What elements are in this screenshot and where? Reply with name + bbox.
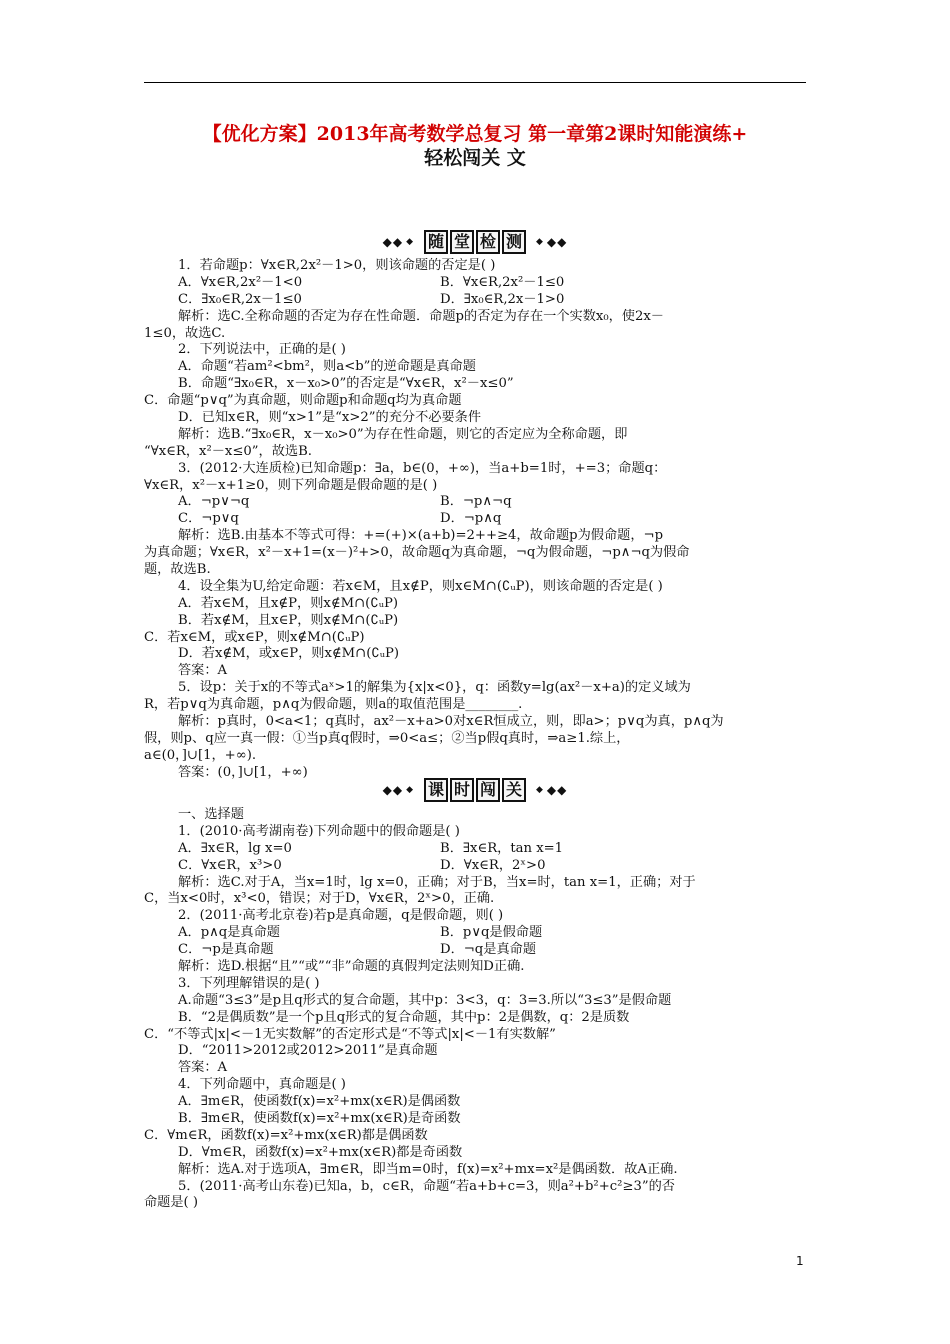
text-line: 4．设全集为U,给定命题：若x∈M，且x∉P，则x∈M∩(∁ᵤP)，则该命题的否定是( ) [178,578,663,594]
text-line: D．∀m∈R，函数f(x)=x²+mx(x∈R)都是奇函数 [178,1144,463,1160]
text-line: ∀x∈R，x²－x+1≥0，则下列命题是假命题的是( ) [144,477,438,493]
text-line: C．“不等式|x|<－1无实数解”的否定形式是“不等式|x|<－1有实数解” [144,1026,556,1042]
text-line: 1≤0，故选C. [144,325,226,341]
page-number: 1 [796,1254,804,1268]
option-row [144,494,808,511]
option-text: A．p∧q是真命题 [178,925,280,941]
text-line: 4．下列命题中，真命题是( ) [178,1077,346,1093]
text-line: 答案：A [178,1060,228,1076]
text-line: 一、选择题 [178,807,244,822]
text-line: 3．下列理解错误的是( ) [178,975,320,991]
text-line: 解析：选B.“∃x₀∈R，x－x₀>0”为存在性命题，则它的否定应为全称命题，即 [178,426,628,442]
banner-char: 测 [502,230,526,254]
text-line: D．“2011>2012或2012>2011”是真命题 [178,1043,438,1059]
text-line: 题，故选B. [144,562,211,578]
text-line: A．命题“若am²<bm²，则a<b”的逆命题是真命题 [178,359,476,375]
text-line: C，当x<0时，x³<0，错误；对于D，∀x∈R，2ˣ>0，正确. [144,891,495,907]
banner-char: 随 [424,230,448,254]
text-line: B．命题“∃x₀∈R，x－x₀>0”的否定是“∀x∈R，x²－x≤0” [178,376,514,392]
option-text: C．∀x∈R，x³>0 [178,857,282,873]
banner-char: 课 [424,778,448,802]
option-text: B．¬p∧¬q [440,494,512,510]
text-line: C．命题“p∨q”为真命题，则命题p和命题q均为真命题 [144,393,462,409]
text-line: C．若x∈M，或x∈P，则x∉M∩(∁ᵤP) [144,629,365,645]
text-line: D．已知x∈R，则“x>1”是“x>2”的充分不必要条件 [178,410,482,426]
option-text: D．∀x∈R，2ˣ>0 [440,857,546,873]
text-line: 1．若命题p：∀x∈R,2x²－1>0，则该命题的否定是( ) [178,258,496,273]
option-text: D．¬q是真命题 [440,942,537,958]
option-row [144,841,808,858]
option-text: B．p∨q是假命题 [440,925,543,941]
title-line-1: 【优化方案】2013年高考数学总复习 第一章第2课时知能演练+ [202,123,748,145]
text-line: 2．下列说法中，正确的是( ) [178,342,346,358]
banner-char: 关 [502,778,526,802]
option-row [144,275,808,292]
option-text: A．¬p∨¬q [178,494,250,510]
text-line: 5．设p：关于x的不等式aˣ>1的解集为{x|x<0}，q：函数y=lg(ax²－x+a)的定义域为 [178,680,691,696]
option-text: C．¬p∨q [178,511,239,527]
text-line: 解析：p真时，0<a<1；q真时，ax²－x+a>0对x∈R恒成立，则，即a>；p∨q为真，p∧q为 [178,714,724,730]
diamond-decoration-icon: ◆◆ [382,783,404,797]
option-text: C．¬p是真命题 [178,942,274,958]
option-row [144,858,808,875]
option-text: A．∃x∈R，lg x=0 [178,840,292,856]
section-banner-lesson: ◆◆ ◆ 课 时 闯 关 ◆ ◆◆ [144,776,806,804]
text-line: 解析：选B.由基本不等式可得：+=(+)×(a+b)=2++≥4，故命题p为假命题，¬p [178,528,664,544]
option-text: D．∃x₀∈R,2x－1>0 [440,291,565,307]
banner-char: 时 [450,778,474,802]
option-text: B．∃x∈R，tan x=1 [440,840,564,856]
text-line: 命题是( ) [144,1195,199,1211]
option-row [144,942,808,959]
option-row [144,925,808,942]
header-rule [144,82,806,83]
text-line: A.命题“3≤3”是p且q形式的复合命题，其中p：3<3，q：3=3.所以“3≤3”是假命题 [178,992,672,1008]
text-line: D．若x∉M，或x∈P，则x∉M∩(∁ᵤP) [178,646,400,662]
option-row [144,511,808,528]
diamond-decoration-icon: ◆◆ [382,235,404,249]
text-line: a∈(0，]∪[1，+∞). [144,747,257,763]
text-line: 5．(2011·高考山东卷)已知a，b，c∈R，命题“若a+b+c=3，则a²+b²+c²≥3”的否 [178,1178,675,1194]
text-line: B．∃m∈R，使函数f(x)=x²+mx(x∈R)是奇函数 [178,1111,461,1127]
text-line: 1．(2010·高考湖南卷)下列命题中的假命题是( ) [178,823,460,839]
text-line: B．若x∉M，且x∈P，则x∉M∩(∁ᵤP) [178,612,399,628]
text-line: A．∃m∈R，使函数f(x)=x²+mx(x∈R)是偶函数 [178,1094,461,1110]
text-line: C．∀m∈R，函数f(x)=x²+mx(x∈R)都是偶函数 [144,1127,428,1143]
diamond-decoration-icon: ◆◆ [546,783,568,797]
text-line: 答案：(0，]∪[1，+∞) [178,764,308,780]
text-line: 答案：A [178,663,228,679]
option-text: A．∀x∈R,2x²－1<0 [178,274,303,290]
text-line: R，若p∨q为真命题，p∧q为假命题，则a的取值范围是________. [144,697,523,713]
section-banner-practice: ◆◆ ◆ 随 堂 检 测 ◆ ◆◆ [144,228,806,256]
option-text: C．∃x₀∈R,2x－1≤0 [178,291,302,307]
text-line: 3．(2012·大连质检)已知命题p：∃a，b∈(0，+∞)，当a+b=1时，+=3；命题q： [178,460,667,476]
text-line: B．“2是偶质数”是一个p且q形式的复合命题，其中p：2是偶数，q：2是质数 [178,1009,630,1025]
text-line: A．若x∈M，且x∉P，则x∉M∩(∁ᵤP) [178,595,398,611]
text-line: 解析：选C.全称命题的否定为存在性命题．命题p的否定为存在一个实数x₀，使2x－ [178,308,664,324]
text-line: “∀x∈R，x²－x≤0”，故选B. [144,443,312,459]
text-line: 解析：选A.对于选项A，∃m∈R，即当m=0时，f(x)=x²+mx=x²是偶函数．故A正确. [178,1161,678,1177]
document-title [144,122,806,170]
title-line-2: 轻松闯关 文 [424,147,526,169]
banner-title [423,230,527,254]
banner-char: 闯 [476,778,500,802]
option-row [144,292,808,309]
diamond-decoration-icon: ◆◆ [546,235,568,249]
option-text: B．∀x∈R,2x²－1≤0 [440,274,565,290]
option-text: D．¬p∧q [440,511,502,527]
banner-title [423,778,527,802]
banner-char: 检 [476,230,500,254]
text-line: 解析：选D.根据“且”“或”“非”命题的真假判定法则知D正确. [178,959,525,975]
text-line: 为真命题；∀x∈R，x²－x+1=(x－)²+>0，故命题q为真命题，¬q为假命题，¬p∧¬q为假命 [144,545,690,561]
text-line: 解析：选C.对于A，当x=1时，lg x=0，正确；对于B，当x=时，tan x=1，正确；对于 [178,874,696,890]
banner-char: 堂 [450,230,474,254]
section-practice-body [144,258,808,782]
text-line: 2．(2011·高考北京卷)若p是真命题，q是假命题，则( ) [178,908,504,924]
section-lesson-body [144,807,808,1212]
text-line: 假，则p、q应一真一假：①当p真q假时，⇒0<a≤；②当p假q真时，⇒a≥1.综上， [144,730,630,746]
